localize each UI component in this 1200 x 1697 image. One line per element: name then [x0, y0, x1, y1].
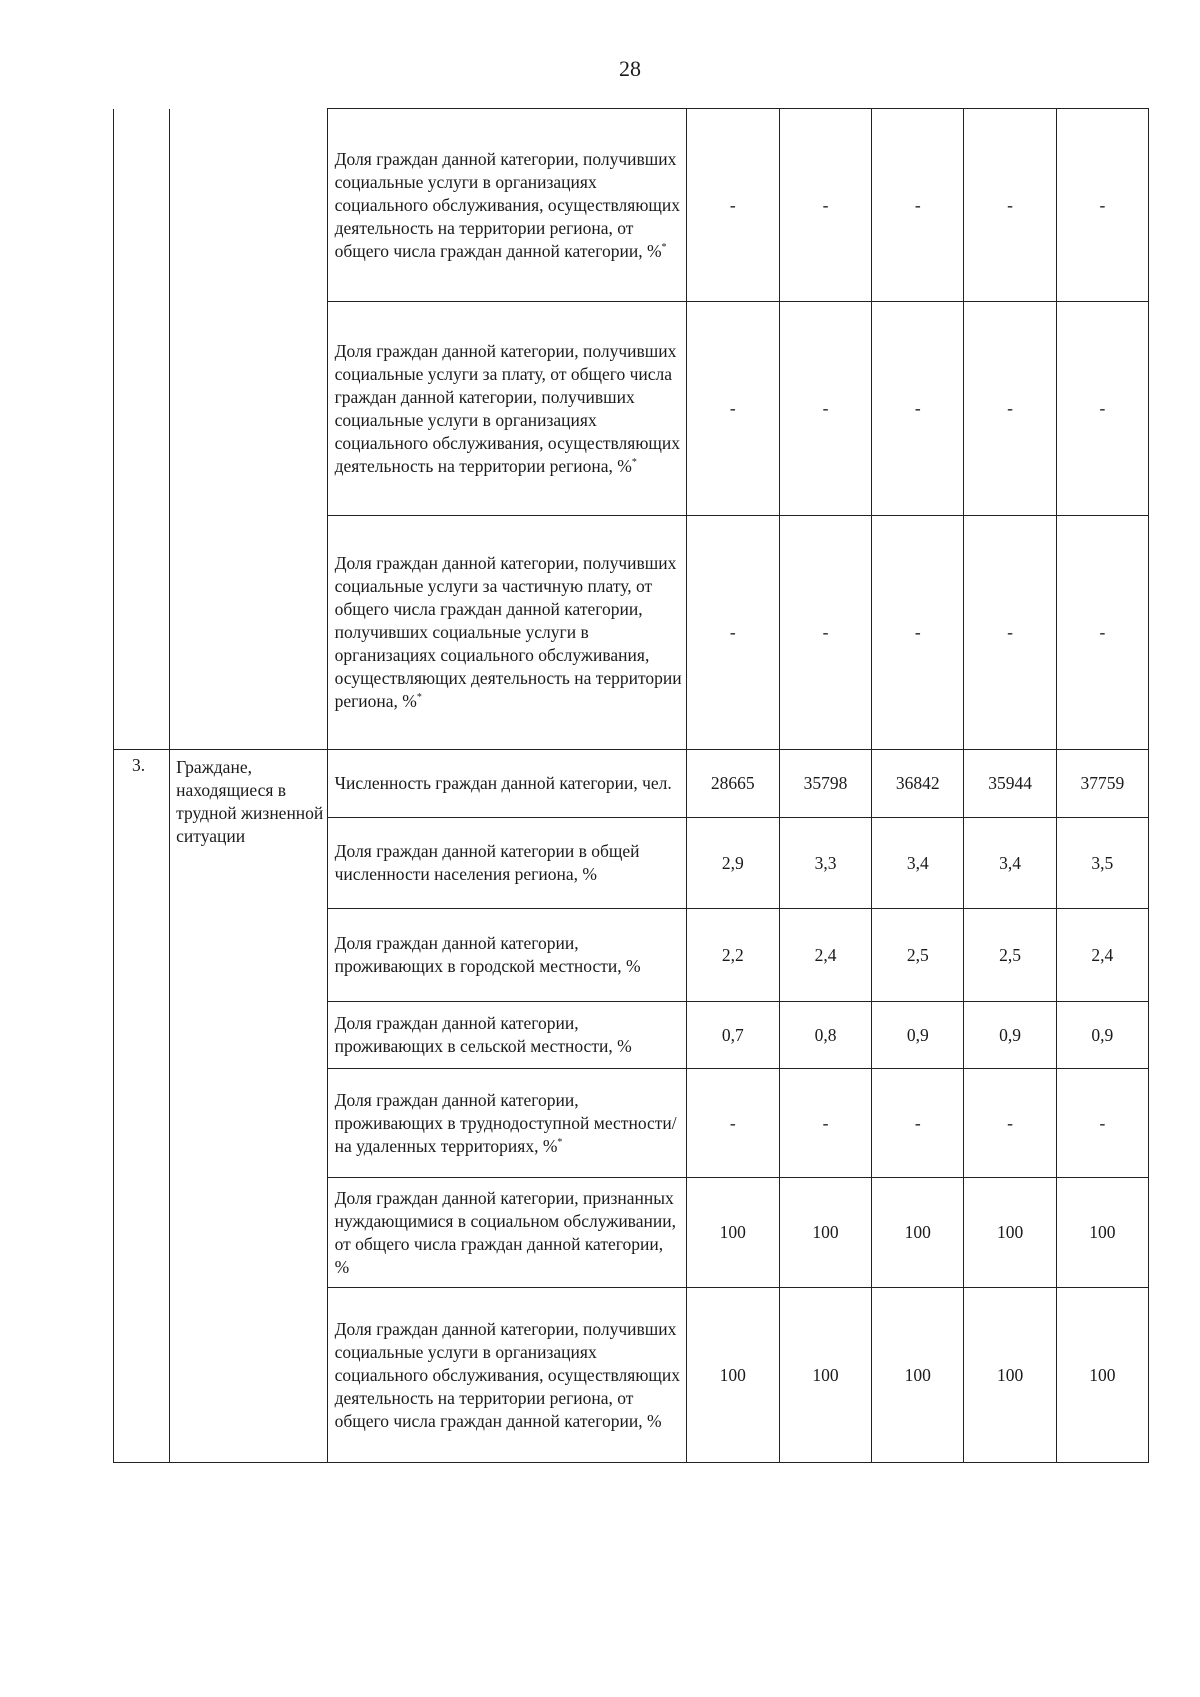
indicator-cell: Доля граждан данной категории, признанных нуждающимися в социальном обслуживании, от общего числа граждан данной категории, % [327, 1178, 686, 1288]
value-cell: - [872, 516, 964, 750]
indicator-cell: Доля граждан данной категории, получивших социальные услуги за плату, от общего числа граждан данной категории, получивших социальные услуги в организациях социального обслуживания, осуществляющих деятельность на территории региона, %* [327, 302, 686, 516]
value-cell: 3,5 [1056, 818, 1148, 909]
value-cell: 100 [872, 1178, 964, 1288]
value-cell: - [779, 302, 871, 516]
indicator-cell: Численность граждан данной категории, чел. [327, 750, 686, 818]
indicator-cell: Доля граждан данной категории, получивших социальные услуги в организациях социального обслуживания, осуществляющих деятельность на территории региона, от общего числа граждан данной категории, %* [327, 109, 686, 302]
indicators-table [113, 108, 1149, 1463]
value-cell: - [1056, 1069, 1148, 1178]
indicator-cell: Доля граждан данной категории в общей численности населения региона, % [327, 818, 686, 909]
value-cell: 0,9 [964, 1002, 1056, 1069]
row-number: 3. [114, 750, 170, 1463]
value-cell: - [1056, 302, 1148, 516]
category-cell: Граждане, находящиеся в трудной жизненной ситуации [170, 750, 327, 1463]
row-number [114, 109, 170, 750]
value-cell: 3,4 [872, 818, 964, 909]
value-cell: - [964, 1069, 1056, 1178]
value-cell: 3,4 [964, 818, 1056, 909]
value-cell: 100 [779, 1178, 871, 1288]
value-cell: 2,9 [686, 818, 779, 909]
indicator-cell: Доля граждан данной категории, получивших социальные услуги за частичную плату, от общего числа граждан данной категории, получивших социальные услуги в организациях социального обслуживания, осуществляющих деятельность на территории региона, %* [327, 516, 686, 750]
value-cell: - [779, 1069, 871, 1178]
indicator-cell: Доля граждан данной категории, проживающих в труднодоступной местности/на удаленных территориях, %* [327, 1069, 686, 1178]
category-cell [170, 109, 327, 750]
value-cell: 0,9 [872, 1002, 964, 1069]
value-cell: - [686, 302, 779, 516]
value-cell: - [872, 109, 964, 302]
page-number: 28 [619, 56, 641, 81]
table-row [114, 750, 1149, 818]
value-cell: - [779, 109, 871, 302]
value-cell: 100 [686, 1288, 779, 1463]
value-cell: 37759 [1056, 750, 1148, 818]
value-cell: 0,9 [1056, 1002, 1148, 1069]
table-body [114, 109, 1149, 1463]
value-cell: 100 [779, 1288, 871, 1463]
value-cell: 2,5 [964, 909, 1056, 1002]
value-cell: 2,5 [872, 909, 964, 1002]
table-row [114, 109, 1149, 302]
value-cell: 36842 [872, 750, 964, 818]
value-cell: 100 [1056, 1288, 1148, 1463]
value-cell: - [964, 302, 1056, 516]
value-cell: 35944 [964, 750, 1056, 818]
value-cell: 100 [1056, 1178, 1148, 1288]
value-cell: - [1056, 109, 1148, 302]
value-cell: - [779, 516, 871, 750]
value-cell: 100 [964, 1178, 1056, 1288]
value-cell: - [872, 302, 964, 516]
indicator-cell: Доля граждан данной категории, получивших социальные услуги в организациях социального обслуживания, осуществляющих деятельность на территории региона, от общего числа граждан данной категории, % [327, 1288, 686, 1463]
value-cell: 100 [686, 1178, 779, 1288]
value-cell: - [1056, 516, 1148, 750]
value-cell: 3,3 [779, 818, 871, 909]
value-cell: 28665 [686, 750, 779, 818]
value-cell: 0,7 [686, 1002, 779, 1069]
value-cell: 100 [872, 1288, 964, 1463]
value-cell: - [686, 516, 779, 750]
value-cell: - [964, 109, 1056, 302]
value-cell: 0,8 [779, 1002, 871, 1069]
value-cell: - [686, 1069, 779, 1178]
value-cell: 2,2 [686, 909, 779, 1002]
value-cell: - [964, 516, 1056, 750]
value-cell: 2,4 [1056, 909, 1148, 1002]
indicator-cell: Доля граждан данной категории, проживающих в сельской местности, % [327, 1002, 686, 1069]
value-cell: 2,4 [779, 909, 871, 1002]
value-cell: 100 [964, 1288, 1056, 1463]
value-cell: 35798 [779, 750, 871, 818]
indicator-cell: Доля граждан данной категории, проживающих в городской местности, % [327, 909, 686, 1002]
value-cell: - [686, 109, 779, 302]
value-cell: - [872, 1069, 964, 1178]
